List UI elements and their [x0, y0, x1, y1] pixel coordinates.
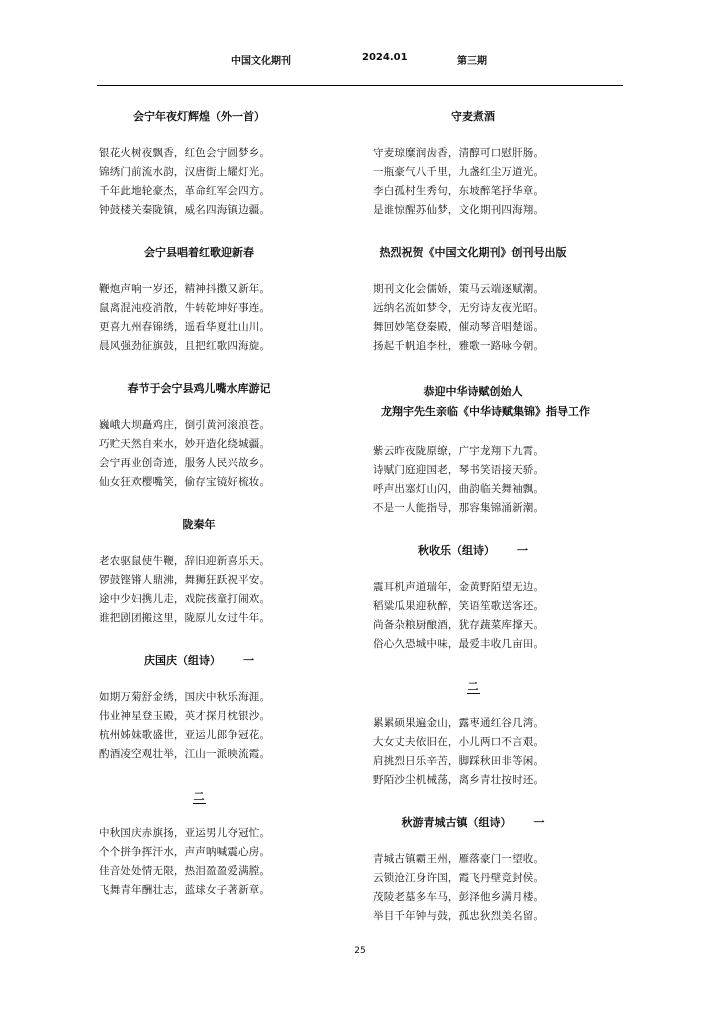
poem-line: 远纳名流如梦令，无穷诗友夜光昭。 [373, 302, 545, 314]
poem-line: 钟鼓楼关秦陇镇，威名四海镇边疆。 [99, 204, 271, 216]
left-column [99, 110, 299, 900]
poem-line: 巍峨大坝矗鸡庄，倒引黄河滚浪苍。 [99, 419, 271, 431]
issue-date: 2024.01 [362, 52, 408, 63]
poem-title [373, 382, 590, 422]
poem-line: 舞回妙笔登秦殿，催动琴音唱楚谣。 [373, 321, 545, 333]
section-subtitle [373, 680, 573, 694]
poem-line: 大女丈夫依旧在，小儿两口不言艰。 [373, 736, 545, 748]
poem-line: 一瓶豪气八千里，九盏红尘万道光。 [373, 166, 545, 178]
poem-line: 扬起千帆追李杜，雅歌一路咏今朝。 [373, 340, 545, 352]
poem-line: 更喜九州春锦绣，遥看华夏壮山川。 [99, 321, 271, 333]
poem-line: 酌酒凌空观壮举，江山一派映流霞。 [99, 748, 271, 760]
poem-line: 仙女狂欢樱嘴笑，偷存宝镜好梳妆。 [99, 476, 271, 488]
poem-line: 累累硕果遍金山，露枣通红谷几湾。 [373, 717, 545, 729]
poem-line: 尚备杂粮厨酿酒，犹存蔬菜库撑天。 [373, 619, 545, 631]
poem-line: 茂陵老墓多车马，彭泽他乡满月楼。 [373, 891, 545, 903]
poem-title [99, 654, 299, 668]
poem-title: 会宁年夜灯辉煌（外一首） [133, 110, 265, 123]
poem [99, 518, 299, 628]
poem [373, 680, 573, 790]
poem-line: 巧贮天然自来水，妙开造化绕城疆。 [99, 438, 271, 450]
section-subtitle [99, 790, 299, 804]
poem-line: 老农驱鼠使牛鞭，辞旧迎新喜乐天。 [99, 555, 271, 567]
poem-line: 途中少妇携儿走，戏院孩童打闹欢。 [99, 593, 271, 605]
poem-line: 期刊文化会儒娇，策马云端逐赋潮。 [373, 283, 545, 295]
poem-line: 个个拼争挥汗水，声声呐喊震心房。 [99, 846, 271, 858]
poem-line: 飞舞青年酬壮志，蓝球女子著新章。 [99, 884, 271, 896]
poem [373, 110, 573, 220]
section-number: 一 [517, 544, 528, 557]
running-header [0, 52, 720, 68]
poem-title-line: 龙翔宇先生亲临《中华诗赋集锦》指导工作 [381, 405, 590, 418]
poem-title: 守麦煮酒 [451, 110, 495, 123]
poem [99, 110, 299, 220]
page-number: 25 [354, 946, 366, 956]
poem-line: 震耳机声道瑞年，金黄野陌望无边。 [373, 581, 545, 593]
poem-line: 云锁沧江身许国，霞飞丹壁竞封侯。 [373, 872, 545, 884]
poem-line: 肩挑烈日乐辛苦，脚踩秋田非等闲。 [373, 755, 545, 767]
poem-line: 佳音处处情无限，热泪盈盈爱满膛。 [99, 865, 271, 877]
journal-name: 中国文化期刊 [231, 56, 291, 67]
poem [99, 790, 299, 900]
poem-title [373, 544, 573, 558]
poem-line: 稻粱瓜果迎秋醉，笑语笙歌送客还。 [373, 600, 545, 612]
poem [99, 382, 299, 492]
poem-line: 举目千年钟与鼓，孤忠狄烈美名留。 [373, 910, 545, 922]
poem-title: 会宁县唱着红歌迎新春 [144, 246, 254, 259]
poem-line: 如期万菊舒金绣，国庆中秋乐海涯。 [99, 691, 271, 703]
poem-title-text: 庆国庆（组诗） [144, 654, 221, 667]
section-number: 一 [243, 654, 254, 667]
poem-line: 千年此地轮豪杰，革命红军会四方。 [99, 185, 271, 197]
poem-line: 锣鼓铿锵人鼎沸，舞狮狂跃祝平安。 [99, 574, 271, 586]
poem-title: 陇秦年 [182, 518, 216, 531]
section-number: 二 [467, 680, 479, 693]
section-number: 二 [193, 790, 205, 803]
poem-line: 晨风强劲征旗鼓，且把红歌四海旋。 [99, 340, 271, 352]
poem-line: 杭州姊妹歌盛世，亚运儿郎争冠花。 [99, 729, 271, 741]
poem-line: 俗心久恐城中味，最爱丰收几亩田。 [373, 638, 545, 650]
poem-line: 伟业神星登玉殿，英才探月枕银沙。 [99, 710, 271, 722]
poem-line: 锦绣门前流水韵，汉唐街上耀灯光。 [99, 166, 271, 178]
poem-title-text: 秋游青城古镇（组诗） [401, 816, 512, 829]
poem [99, 654, 299, 764]
poem [373, 816, 573, 926]
poem-line: 中秋国庆赤旗扬，亚运男儿夺冠忙。 [99, 827, 271, 839]
poem-title-line: 恭迎中华诗赋创始人 [423, 385, 523, 398]
poem-line: 银花火树夜飘香，红色会宁圆梦乡。 [99, 147, 271, 159]
poem [373, 544, 573, 654]
poem-line: 鼠离混沌疫消散，牛转乾坤好事连。 [99, 302, 271, 314]
poem-title: 春节于会宁县鸡儿嘴水库游记 [127, 382, 271, 395]
poem-line: 紫云昨夜陇原缭，广宇龙翔下九霄。 [373, 445, 545, 457]
poem [99, 246, 299, 356]
poem [373, 246, 573, 356]
right-column [373, 110, 590, 926]
poem-line: 诗赋门庭迎国老，琴书笑语接天骄。 [373, 464, 545, 476]
poem-title-text: 秋收乐（组诗） [418, 544, 495, 557]
poem-line: 不是一人能指导，那容集锦涌新潮。 [373, 502, 545, 514]
poem-line: 会宁再业创奇迹，服务人民兴故乡。 [99, 457, 271, 469]
poem [373, 382, 590, 518]
issue-number: 第三期 [457, 56, 487, 67]
poem-line: 是谁惊醒苏仙梦，文化期刊四海翔。 [373, 204, 545, 216]
poem-title [373, 816, 573, 830]
poem-title: 热烈祝贺《中国文化期刊》创刊号出版 [379, 246, 567, 259]
poem-line: 李白孤村生秀句，东坡醉笔抒华章。 [373, 185, 545, 197]
header-rule [97, 85, 623, 86]
poem-line: 呼声出塞灯山闪，曲韵临关舞袖飘。 [373, 483, 545, 495]
poem-line: 守麦琼糜润齿香，清醇可口慰肝肠。 [373, 147, 545, 159]
poem-line: 野陌沙尘机械荡，离乡青壮按时还。 [373, 774, 545, 786]
poem-line: 青城古镇霸王州，雁落豪门一望收。 [373, 853, 545, 865]
poem-line: 谁把剧团搬这里，陇原儿女过牛年。 [99, 612, 271, 624]
poem-line: 鞭炮声响一岁还，精神抖擞又新年。 [99, 283, 271, 295]
section-number: 一 [533, 816, 545, 829]
